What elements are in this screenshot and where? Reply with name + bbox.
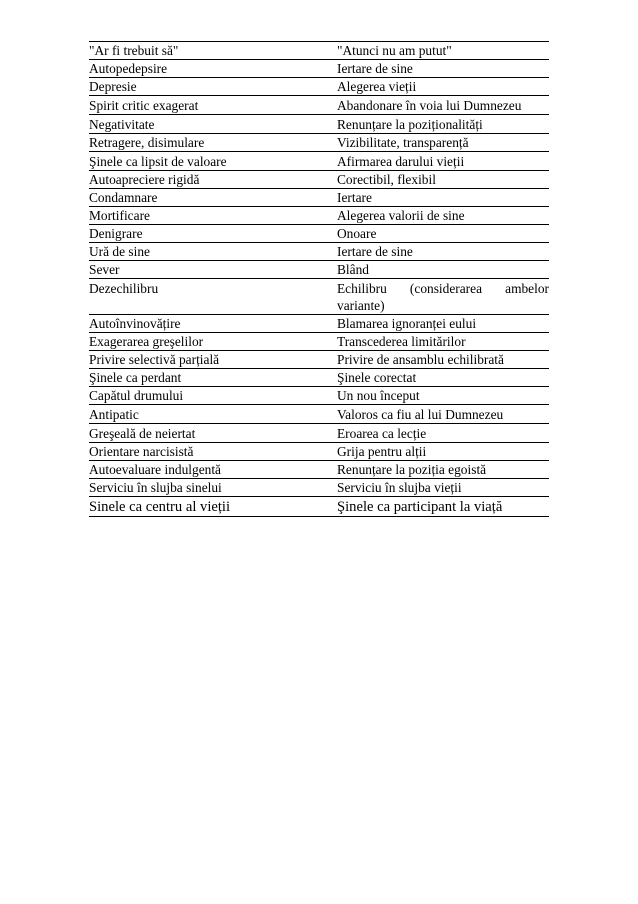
cell-right: Blând (337, 262, 369, 277)
table-row (89, 279, 549, 315)
cell-right: Abandonare în voia lui Dumnezeu (337, 98, 522, 113)
comparison-table (89, 41, 549, 517)
cell-right: Onoare (337, 226, 377, 241)
cell-left: Sinele ca centru al vieții (89, 499, 231, 515)
table-row (89, 315, 549, 333)
cell-left: Depresie (89, 79, 137, 94)
table-row (89, 96, 549, 115)
cell-left: Spirit critic exagerat (89, 98, 199, 113)
cell-left: Şinele ca lipsit de valoare (89, 154, 227, 169)
cell-left: Autoapreciere rigidă (89, 172, 200, 187)
cell-left: Sever (89, 262, 120, 277)
cell-right: Echilibru (considerarea ambelor variante) (337, 281, 549, 313)
header-right: "Atunci nu am putut" (337, 43, 452, 58)
header-left: "Ar fi trebuit să" (89, 43, 179, 58)
cell-right: Eroarea ca lecție (337, 426, 427, 441)
table-row (89, 333, 549, 351)
cell-left: Antipatic (89, 407, 139, 422)
cell-right: Vizibilitate, transparență (337, 135, 469, 150)
table-row (89, 461, 549, 479)
cell-right: Renunțare la poziționalități (337, 117, 483, 132)
cell-right: Renunțare la poziția egoistă (337, 462, 487, 477)
table-header-row (89, 41, 549, 60)
table-row (89, 207, 549, 225)
table-row (89, 497, 549, 517)
table-row (89, 369, 549, 387)
table-row (89, 78, 549, 96)
table-row (89, 443, 549, 461)
table-row (89, 243, 549, 261)
cell-left: Exagerarea greşelilor (89, 334, 204, 349)
cell-right: Un nou început (337, 388, 420, 403)
cell-left: Mortificare (89, 208, 150, 223)
cell-right: Iertare (337, 190, 372, 205)
cell-right: Iertare de sine (337, 61, 413, 76)
cell-left: Capătul drumului (89, 388, 184, 403)
cell-left: Negativitate (89, 117, 155, 132)
cell-right: Iertare de sine (337, 244, 413, 259)
cell-left: Serviciu în slujba sinelui (89, 480, 222, 495)
cell-right: Blamarea ignoranței eului (337, 316, 477, 331)
cell-right: Şinele ca participant la viață (337, 499, 503, 515)
cell-right: Alegerea valorii de sine (337, 208, 465, 223)
table-row (89, 152, 549, 171)
table-row (89, 60, 549, 78)
table-row (89, 479, 549, 497)
table-row (89, 261, 549, 279)
cell-right: Serviciu în slujba vieții (337, 480, 462, 495)
cell-right: Şinele corectat (337, 370, 417, 385)
table-row (89, 171, 549, 189)
cell-right: Grija pentru alții (337, 444, 427, 459)
table-row (89, 405, 549, 424)
cell-right: Valoros ca fiu al lui Dumnezeu (337, 407, 504, 422)
cell-left: Ură de sine (89, 244, 150, 259)
cell-left: Şinele ca perdant (89, 370, 182, 385)
cell-left: Dezechilibru (89, 281, 159, 296)
cell-left: Denigrare (89, 226, 143, 241)
cell-right: Alegerea vieții (337, 79, 417, 94)
cell-left: Privire selectivă parțială (89, 352, 220, 367)
table-row (89, 189, 549, 207)
cell-left: Autoevaluare indulgentă (89, 462, 221, 477)
table-row (89, 225, 549, 243)
table-row (89, 134, 549, 152)
cell-left: Autopedepsire (89, 61, 168, 76)
cell-left: Orientare narcisistă (89, 444, 194, 459)
cell-right: Afirmarea darului vieții (337, 154, 465, 169)
table-row (89, 115, 549, 134)
cell-right: Corectibil, flexibil (337, 172, 436, 187)
cell-right: Transcederea limitărilor (337, 334, 466, 349)
table-row (89, 387, 549, 405)
cell-left: Condamnare (89, 190, 158, 205)
cell-left: Greşeală de neiertat (89, 426, 196, 441)
cell-right: Privire de ansamblu echilibrată (337, 352, 504, 367)
table-row (89, 351, 549, 369)
table-row (89, 424, 549, 443)
cell-left: Retragere, disimulare (89, 135, 205, 150)
cell-left: Autoînvinovățire (89, 316, 181, 331)
